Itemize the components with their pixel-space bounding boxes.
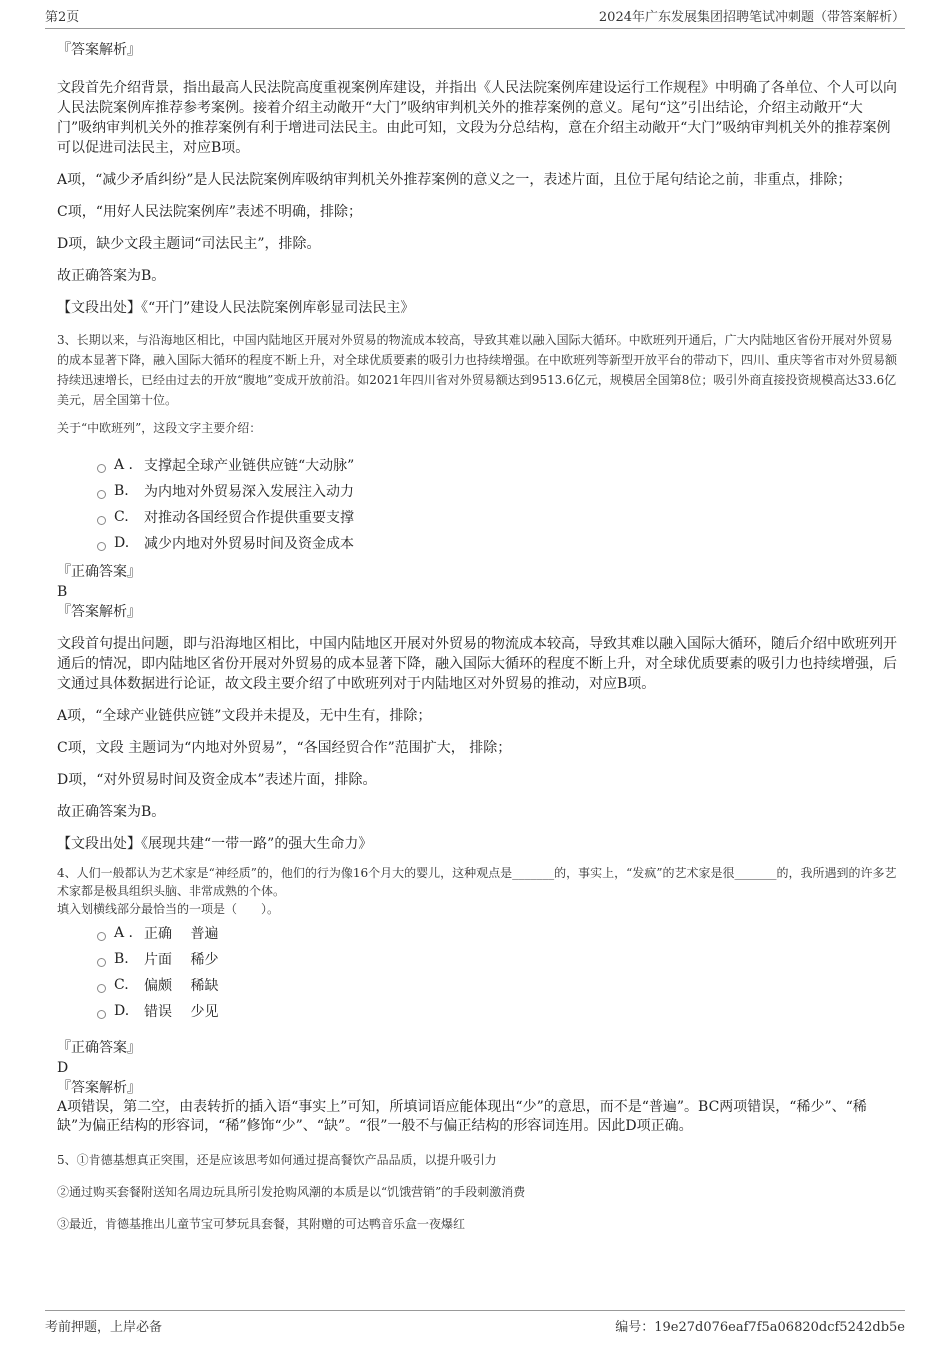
- radio-button[interactable]: [97, 490, 106, 499]
- q4-correct-answer: D: [57, 1060, 69, 1076]
- q4-stem: 4、人们一般都认为艺术家是“神经质”的，他们的行为像16个月大的婴儿，这种观点是_______的，事实上，“发疯”的艺术家是很_______的，我所遇到的许多艺术家都是极具组织头脑、非常成熟的个体。: [57, 866, 897, 898]
- q3-option-d-analysis: D项，“对外贸易时间及资金成本”表述片面，排除。: [57, 772, 377, 788]
- radio-button[interactable]: [97, 932, 106, 941]
- q3-conclusion: 故正确答案为B。: [57, 804, 166, 820]
- q3-stem: 3、长期以来，与沿海地区相比，中国内陆地区开展对外贸易的物流成本较高，导致其难以融入国际大循环。中欧班列开通后，广大内陆地区省份开展对外贸易的成本显著下降，融入国际大循环的程度不断上升，对全球优质要素的吸引力也持续增强。在中欧班列等新型开放平台的带动下，四川、重庆等省市对外贸易额持续迅速增长，已经由过去的开放“腹地”变成开放前沿。如2021年四川省对外贸易额达到9513.6亿元，规模居全国第8位；吸引外商直接投资规模高达33.6亿美元，居全国第十位。: [57, 333, 898, 407]
- document-title: 2024年广东发展集团招聘笔试冲刺题（带答案解析）: [598, 10, 905, 25]
- q3-options: [97, 452, 897, 556]
- q4-option-b[interactable]: B. 片面 稀少: [97, 946, 897, 972]
- q3-option-c[interactable]: C. 对推动各国经贸合作提供重要支撑: [97, 504, 897, 530]
- page-header: [45, 6, 905, 29]
- radio-button[interactable]: [97, 542, 106, 551]
- footer-slogan: 考前押题，上岸必备: [45, 1320, 163, 1335]
- radio-button[interactable]: [97, 958, 106, 967]
- q4-option-d[interactable]: D. 错误 少见: [97, 998, 897, 1024]
- q3-option-d[interactable]: D. 减少内地对外贸易时间及资金成本: [97, 530, 897, 556]
- q3-correct-answer: B: [57, 584, 68, 600]
- q3-option-a-analysis: A项，“全球产业链供应链”文段并未提及，无中生有，排除；: [57, 708, 432, 724]
- radio-button[interactable]: [97, 516, 106, 525]
- q2-option-c-analysis: C项，“用好人民法院案例库”表述不明确，排除；: [57, 204, 363, 220]
- q2-option-a-analysis: A项，“减少矛盾纠纷”是人民法院案例库吸纳审判机关外推荐案例的意义之一，表述片面，且位于尾句结论之前，非重点，排除；: [57, 172, 852, 188]
- q4-correct-label: 『正确答案』: [57, 1040, 141, 1056]
- q3-source: 【文段出处】《展现共建“一带一路”的强大生命力》: [57, 836, 373, 852]
- q2-conclusion: 故正确答案为B。: [57, 268, 166, 284]
- radio-button[interactable]: [97, 1010, 106, 1019]
- q2-source: 【文段出处】《“开门”建设人民法院案例库彰显司法民主》: [57, 300, 415, 316]
- q4-option-c[interactable]: C. 偏颇 稀缺: [97, 972, 897, 998]
- q2-analysis: 文段首先介绍背景，指出最高人民法院高度重视案例库建设，并指出《人民法院案例库建设运行工作规程》中明确了各单位、个人可以向人民法院案例库推荐参考案例。接着介绍主动敞开“大门”吸纳审判机关外的推荐案例的意义。尾句“这”引出结论，介绍主动敞开“大门”吸纳审判机关外的推荐案例有利于增进司法民主。由此可知，文段为分总结构，意在介绍主动敞开“大门”吸纳审判机关外的推荐案例可以促进司法民主，对应B项。: [57, 80, 897, 156]
- q5-sentence-3: ③最近，肯德基推出儿童节宝可梦玩具套餐，其附赠的可达鸭音乐盒一夜爆红: [57, 1217, 466, 1231]
- q3-correct-label: 『正确答案』: [57, 564, 141, 580]
- radio-button[interactable]: [97, 464, 106, 473]
- q4-question: 填入划横线部分最恰当的一项是（ ）。: [57, 902, 280, 916]
- q4-analysis: A项错误，第二空，由表转折的插入语“事实上”可知，所填词语应能体现出“少”的意思，而不是“普遍”。BC两项错误，“稀少”、“稀缺”为偏正结构的形容词，“稀”修饰“少”、“缺”。“很”一般不与偏正结构的形容词连用。因此D项正确。: [57, 1099, 867, 1134]
- q5-sentence-1: 5、①肯德基想真正突围，还是应该思考如何通过提高餐饮产品品质，以提升吸引力: [57, 1153, 497, 1167]
- q3-analysis: 文段首句提出问题，即与沿海地区相比，中国内陆地区开展对外贸易的物流成本较高，导致其难以融入国际大循环，随后介绍中欧班列开通后的情况，即内陆地区省份开展对外贸易的成本显著下降，融入国际大循环的程度不断上升，对全球优质要素的吸引力也持续增强，后文通过具体数据进行论证，故文段主要介绍了中欧班列对于内陆地区对外贸易的推动，对应B项。: [57, 636, 897, 692]
- q3-option-c-analysis: C项，文段 主题词为“内地对外贸易”，“各国经贸合作”范围扩大， 排除；: [57, 740, 512, 756]
- page-content: [57, 40, 897, 1234]
- q4-analysis-label: 『答案解析』: [57, 1080, 141, 1096]
- q2-option-d-analysis: D项，缺少文段主题词“司法民主”，排除。: [57, 236, 321, 252]
- q3-option-b[interactable]: B. 为内地对外贸易深入发展注入动力: [97, 478, 897, 504]
- page-footer: [45, 1310, 905, 1335]
- q2-analysis-label: 『答案解析』: [57, 42, 141, 58]
- q5-sentence-2: ②通过购买套餐附送知名周边玩具所引发抢购风潮的本质是以“饥饿营销”的手段刺激消费: [57, 1185, 526, 1199]
- q3-option-a[interactable]: A . 支撑起全球产业链供应链“大动脉”: [97, 452, 897, 478]
- q4-option-a[interactable]: A . 正确 普遍: [97, 920, 897, 946]
- q3-analysis-label: 『答案解析』: [57, 604, 141, 620]
- q3-question: 关于“中欧班列”，这段文字主要介绍：: [57, 421, 262, 435]
- q4-options: [97, 920, 897, 1024]
- document-id: 编号：19e27d076eaf7f5a06820dcf5242db5e: [615, 1320, 905, 1335]
- radio-button[interactable]: [97, 984, 106, 993]
- page-number: 第2页: [45, 10, 80, 25]
